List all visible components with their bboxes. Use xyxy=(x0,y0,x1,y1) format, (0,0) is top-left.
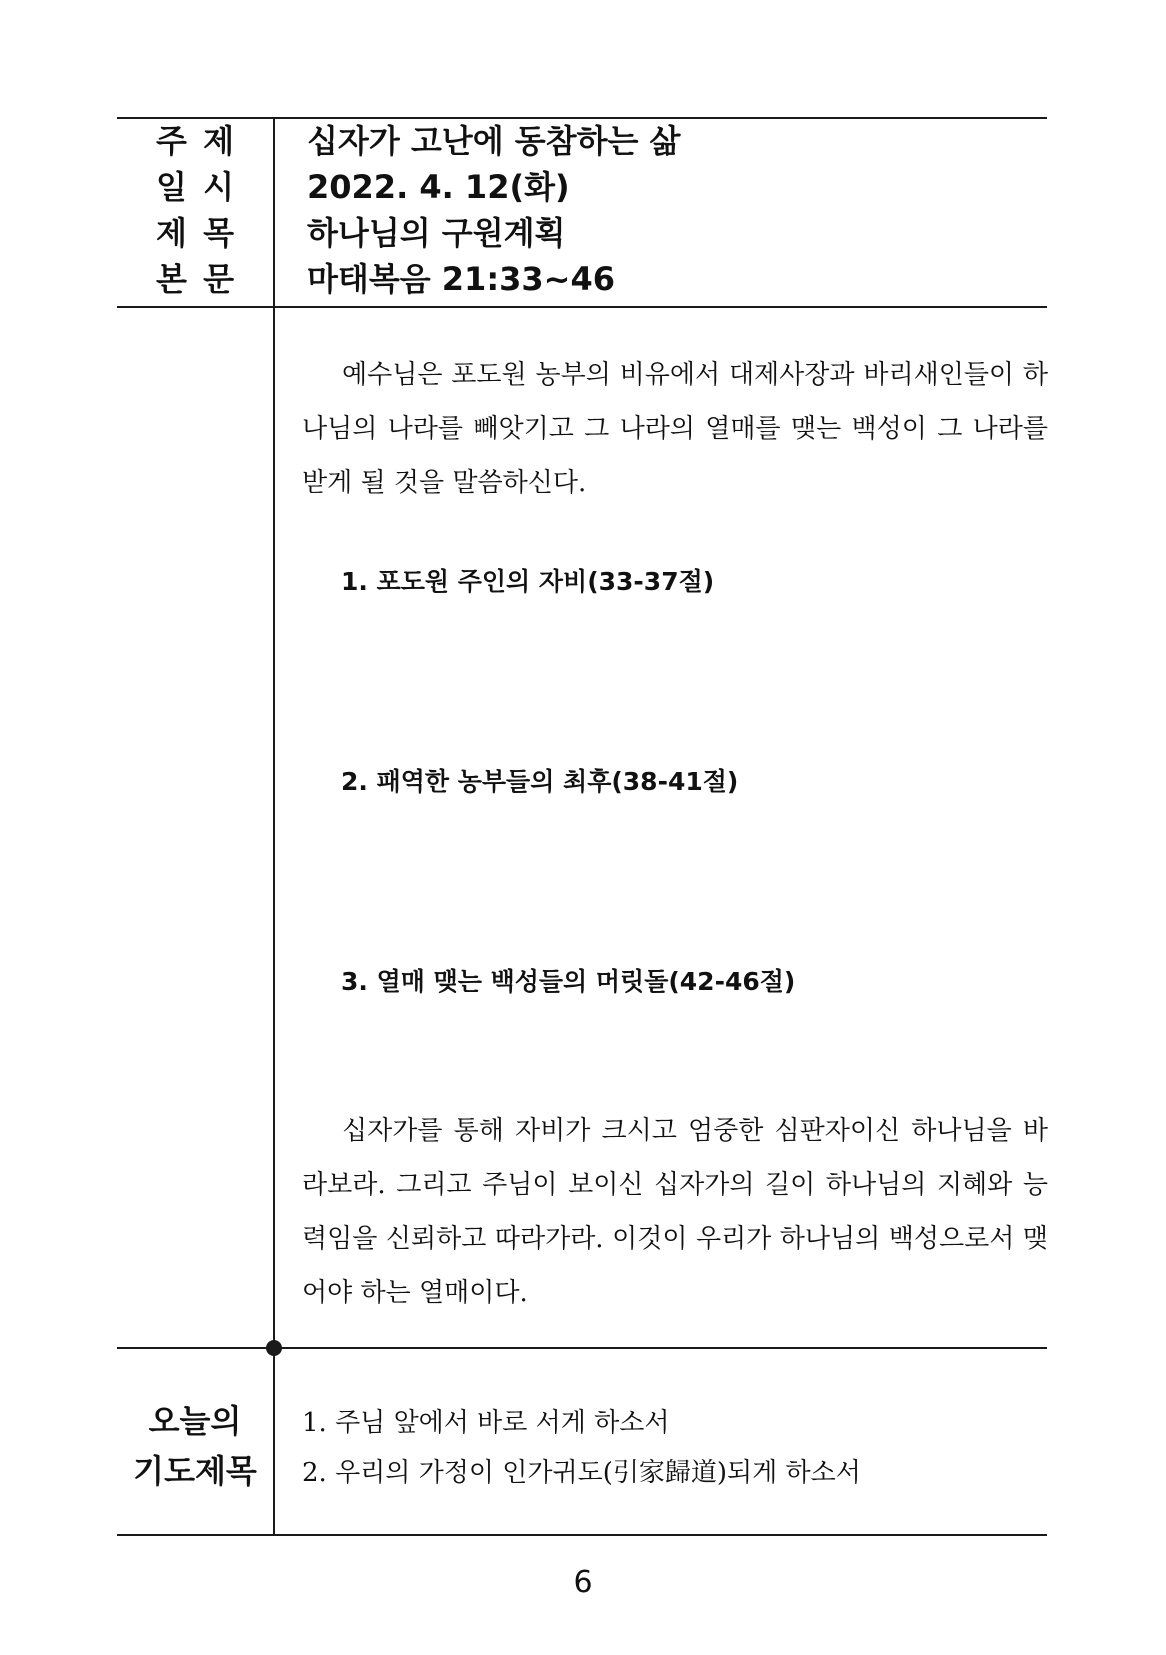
topic-label: 주 제 xyxy=(156,122,234,160)
point-1-heading: 1. 포도원 주인의 자비(33-37절) xyxy=(341,567,715,596)
title-label: 제 목 xyxy=(156,214,234,252)
prayer-item-1: 1. 주님 앞에서 바로 서게 하소서 xyxy=(302,1408,670,1438)
scripture-label: 본 문 xyxy=(156,260,234,298)
intro-text: 예수님은 포도원 농부의 비유에서 대제사장과 바리새인들이 하나님의 나라를 빼앗기고 그 나라의 열매를 맺는 백성이 그 나라를 받게 될 것을 말씀하신다. xyxy=(302,360,1048,498)
prayer-top-rule xyxy=(117,1347,1047,1349)
prayer-label xyxy=(120,1396,270,1496)
date-value: 2022. 4. 12(화) xyxy=(307,168,570,206)
header-bottom-rule xyxy=(117,306,1047,308)
prayer-label-line2: 기도제목 xyxy=(133,1452,257,1490)
topic-value: 십자가 고난에 동참하는 삶 xyxy=(307,122,681,160)
title-value: 하나님의 구원계획 xyxy=(307,214,566,252)
column-divider xyxy=(273,117,275,1536)
conclusion-paragraph xyxy=(302,1104,1048,1320)
page-number: 6 xyxy=(573,1565,593,1600)
prayer-item-2: 2. 우리의 가정이 인가귀도(引家歸道)되게 하소서 xyxy=(302,1458,861,1488)
intro-paragraph xyxy=(302,348,1048,510)
prayer-label-line1: 오늘의 xyxy=(148,1402,242,1440)
divider-dot xyxy=(266,1340,282,1356)
point-3-heading: 3. 열매 맺는 백성들의 머릿돌(42-46절) xyxy=(341,967,796,996)
bottom-rule xyxy=(117,1534,1047,1536)
point-2-heading: 2. 패역한 농부들의 최후(38-41절) xyxy=(341,767,739,796)
conclusion-text: 십자가를 통해 자비가 크시고 엄중한 심판자이신 하나님을 바라보라. 그리고 주님이 보이신 십자가의 길이 하나님의 지혜와 능력임을 신뢰하고 따라가라. 이것이 우리가 하나님의 백성으로서 맺어야 하는 열매이다. xyxy=(302,1116,1048,1308)
date-label: 일 시 xyxy=(156,168,234,206)
scripture-value: 마태복음 21:33~46 xyxy=(307,260,615,298)
